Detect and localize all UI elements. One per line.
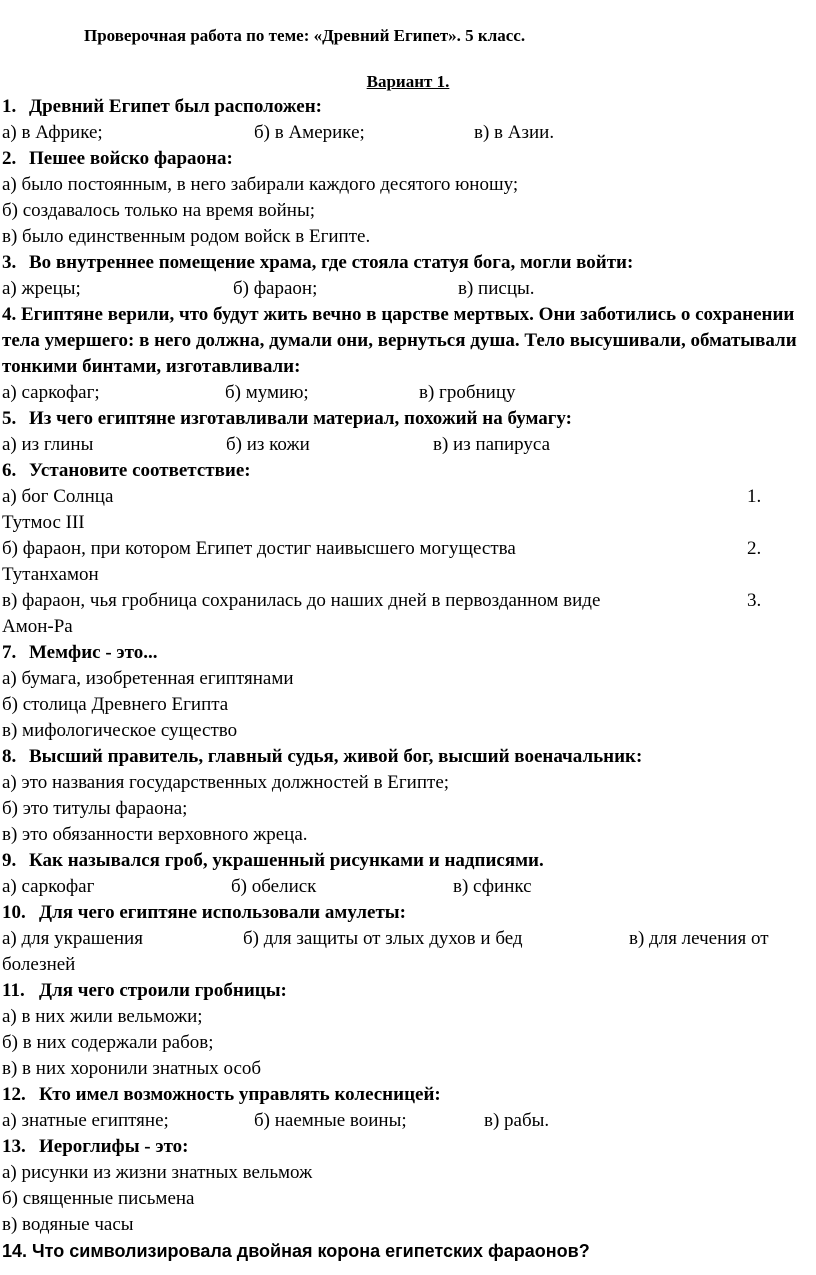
answer-b: б) священные письмена (2, 1188, 195, 1209)
answer-b: б) в Америке; (254, 122, 365, 143)
answer-b: б) в них содержали рабов; (2, 1032, 214, 1053)
answer-a: а) это названия государственных должностей в Египте; (2, 772, 450, 793)
answer-b: б) для защиты от злых духов и бед (243, 928, 523, 949)
question-6 (2, 458, 814, 484)
question-4: 4. Египтяне верили, что будут жить вечно в царстве мертвых. Они заботились о сохранении тела умершего: в него должна, думали они, вернуться душа. Тело высушивали, обматывали тонкими бинтами, изготавливали: (2, 304, 797, 377)
answer-b: б) из кожи (226, 434, 310, 455)
answer-a: а) саркофаг; (2, 382, 100, 403)
question-1 (2, 94, 814, 120)
answer-b: б) это титулы фараона; (2, 798, 188, 819)
match-number: 1. (747, 486, 762, 507)
test-content (2, 94, 814, 1264)
question-2 (2, 146, 814, 172)
answer-c: в) писцы. (458, 278, 535, 299)
answers-row-3 (2, 276, 814, 302)
question-text: Для чего строили гробницы: (39, 980, 287, 1001)
question-5 (2, 406, 814, 432)
question-7 (2, 640, 814, 666)
match-left: б) фараон, при котором Египет достиг наивысшего могущества (2, 538, 516, 559)
answer-a: а) жрецы; (2, 278, 81, 299)
match-right: Тутанхамон (2, 564, 99, 585)
question-text: Как назывался гроб, украшенный рисунками и надписями. (29, 850, 544, 871)
answer-a: а) в них жили вельможи; (2, 1006, 203, 1027)
answer-a: а) бумага, изобретенная египтянами (2, 668, 294, 689)
question-12 (2, 1082, 814, 1108)
answer-a: а) было постоянным, в него забирали каждого десятого юношу; (2, 174, 519, 195)
question-number: 3. (2, 252, 17, 273)
answer-b: б) наемные воины; (254, 1110, 407, 1131)
answer-c: в) это обязанности верховного жреца. (2, 824, 308, 845)
question-9 (2, 848, 814, 874)
question-8 (2, 744, 814, 770)
question-text: Во внутреннее помещение храма, где стояла статуя бога, могли войти: (29, 252, 634, 273)
question-number: 12. (2, 1084, 26, 1105)
answer-a: а) саркофаг (2, 876, 95, 897)
question-text: Высший правитель, главный судья, живой бог, высший военачальник: (29, 746, 643, 767)
answer-a: а) для украшения (2, 928, 143, 949)
answer-c: в) сфинкс (453, 876, 532, 897)
match-number: 3. (747, 590, 762, 611)
question-text: Установите соответствие: (29, 460, 251, 481)
matching-row-2 (2, 536, 814, 588)
answer-a: а) знатные египтяне; (2, 1110, 169, 1131)
question-text: Древний Египет был расположен: (29, 96, 322, 117)
question-number: 8. (2, 746, 17, 767)
question-number: 10. (2, 902, 26, 923)
answer-c-continued: болезней (2, 954, 76, 975)
question-10 (2, 900, 814, 926)
match-right: Тутмос III (2, 512, 85, 533)
match-right: Амон-Ра (2, 616, 73, 637)
question-number: 2. (2, 148, 17, 169)
match-left: в) фараон, чья гробница сохранилась до наших дней в первозданном виде (2, 590, 601, 611)
answers-row-12 (2, 1108, 814, 1134)
answer-b: б) столица Древнего Египта (2, 694, 229, 715)
question-text: Кто имел возможность управлять колесницей: (39, 1084, 441, 1105)
question-number: 11. (2, 980, 25, 1001)
question-number: 1. (2, 96, 17, 117)
match-number: 2. (747, 538, 762, 559)
answer-a: а) в Африке; (2, 122, 103, 143)
question-text: Мемфис - это... (29, 642, 158, 663)
answer-c: в) мифологическое существо (2, 720, 238, 741)
document-title: Проверочная работа по теме: «Древний Египет». 5 класс. (84, 26, 526, 45)
question-number: 13. (2, 1136, 26, 1157)
answers-row-5 (2, 432, 814, 458)
match-left: а) бог Солнца (2, 486, 114, 507)
answer-a: а) из глины (2, 434, 94, 455)
question-13 (2, 1134, 814, 1160)
question-text: Для чего египтяне использовали амулеты: (39, 902, 406, 923)
answer-c: в) рабы. (484, 1110, 550, 1131)
answers-row-10 (2, 926, 814, 952)
answer-c: в) в них хоронили знатных особ (2, 1058, 262, 1079)
question-number: 6. (2, 460, 17, 481)
answer-b: б) создавалось только на время войны; (2, 200, 316, 221)
answer-b: б) обелиск (231, 876, 317, 897)
question-text: Из чего египтяне изготавливали материал, похожий на бумагу: (29, 408, 572, 429)
question-number: 5. (2, 408, 17, 429)
question-text: Пешее войско фараона: (29, 148, 233, 169)
answers-row-1 (2, 120, 814, 146)
question-text: Иероглифы - это: (39, 1136, 189, 1157)
answer-c: в) в Азии. (474, 122, 555, 143)
answer-c: в) водяные часы (2, 1214, 134, 1235)
answer-c: в) для лечения от (629, 928, 769, 949)
question-11 (2, 978, 814, 1004)
answer-c: в) гробницу (419, 382, 516, 403)
answer-c: в) было единственным родом войск в Египте. (2, 226, 371, 247)
question-number: 9. (2, 850, 17, 871)
answer-b: б) фараон; (233, 278, 318, 299)
answers-row-9 (2, 874, 814, 900)
answer-a: а) рисунки из жизни знатных вельмож (2, 1162, 313, 1183)
answers-row-4 (2, 380, 814, 406)
matching-row-1 (2, 484, 814, 536)
question-14: 14. Что символизировала двойная корона египетских фараонов? (2, 1241, 590, 1261)
question-3 (2, 250, 814, 276)
answer-b: б) мумию; (225, 382, 309, 403)
answer-c: в) из папируса (433, 434, 551, 455)
matching-row-3 (2, 588, 814, 640)
question-number: 7. (2, 642, 17, 663)
variant-heading: Вариант 1. (366, 72, 450, 91)
